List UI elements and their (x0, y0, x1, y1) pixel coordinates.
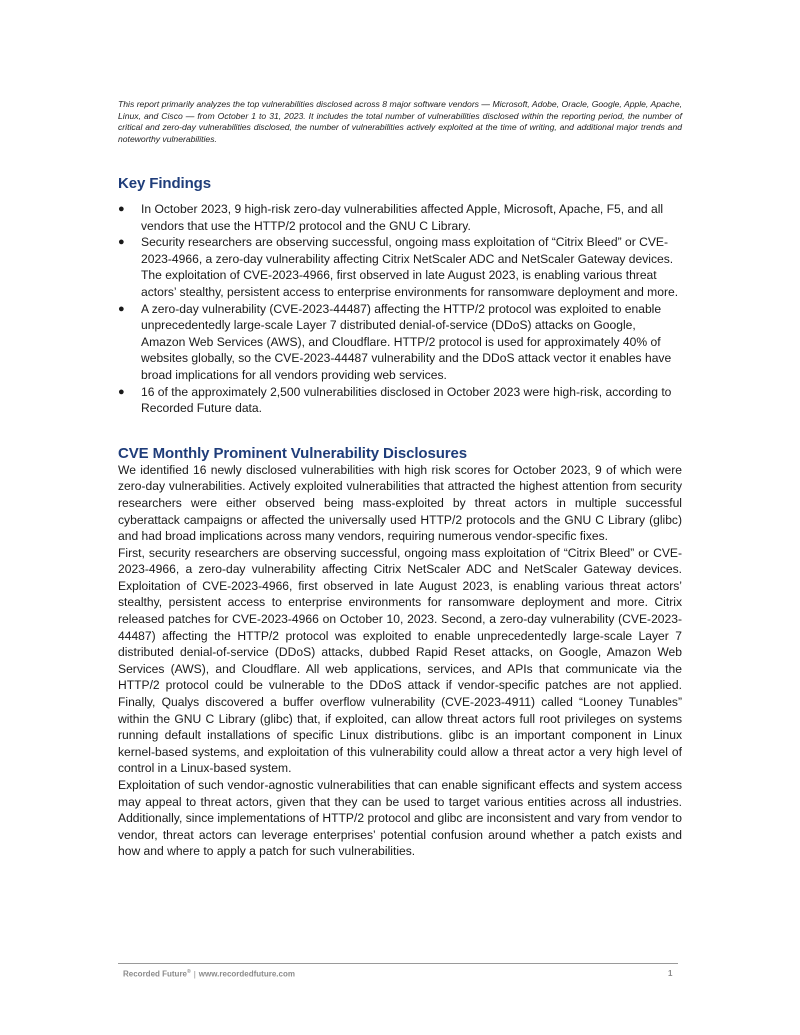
list-item (118, 384, 682, 417)
list-item (118, 201, 682, 234)
footer-brand-name: Recorded Future (123, 969, 188, 979)
cve-paragraph-3: Exploitation of such vendor-agnostic vulnerabilities that can enable significant effects and system access may appeal to threat actors, given that they can be used to target various entities across all industries. Additionally, since implementations of HTTP/2 protocol and glibc are inconsistent and vary from vendor to vendor, threat actors can leverage enterprises’ potential confusion around whether a patch exists and how and where to apply a patch for such vulnerabilities. (118, 778, 682, 859)
intro-paragraph: This report primarily analyzes the top vulnerabilities disclosed across 8 major software vendors — Microsoft, Adobe, Oracle, Google, Apple, Apache, Linux, and Cisco — from October 1 to 31, 2023. It includes the total number of vulnerabilities disclosed within the reporting period, the number of critical and zero-day vulnerabilities disclosed, the number of vulnerabilities actively exploited at the time of writing, and additional major trends and noteworthy vulnerabilities. (118, 99, 682, 144)
report-page (118, 99, 682, 860)
page-number: 1 (668, 969, 673, 978)
cve-section-heading: CVE Monthly Prominent Vulnerability Disclosures (118, 444, 467, 462)
bullet-icon: ● (118, 385, 125, 398)
footer-divider (118, 963, 678, 964)
cve-paragraph-2: First, security researchers are observing successful, ongoing mass exploitation of “Citrix Bleed” or CVE-2023-4966, a zero-day vulnerability affecting Citrix NetScaler ADC and NetScaler Gateway devices. Exploitation of CVE-2023-4966, first observed in late August 2023, is enabling various threat actors’ stealthy, persistent access to enterprise environments for ransomware deployment and more. Citrix released patches for CVE-2023-4966 on October 10, 2023. Second, a zero-day vulnerability (CVE-2023-44487) affecting the HTTP/2 protocol was exploited to enable unprecedentedly large-scale Layer 7 distributed denial-of-service (DDoS) attacks, dubbed Rapid Reset attacks, on Google, Amazon Web Services (AWS), and Cloudflare. All web applications, services, and APIs that communicate via the HTTP/2 protocol could be vulnerable to the DDoS attack if vendor-specific patches are not applied. Finally, Qualys discovered a buffer overflow vulnerability (CVE-2023-4911) called “Looney Tunables” within the GNU C Library (glibc) that, if exploited, can allow threat actors full root privileges on systems running default installations of specific Linux distributions. glibc is an important component in Linux kernel-based systems, and exploitation of this vulnerability could allow a threat actor a very high level of control in a Linux-based system. (118, 545, 682, 776)
bullet-icon: ● (118, 203, 125, 215)
bullet-icon: ● (118, 302, 125, 315)
bullet-icon: ● (118, 236, 125, 249)
finding-text: A zero-day vulnerability (CVE-2023-44487) affecting the HTTP/2 protocol was exploited to enable unprecedentedly large-scale Layer 7 distributed denial-of-service (DDoS) attacks on Google, Amazon Web Services (AWS), and Cloudflare. HTTP/2 protocol is used for approximately 40% of websites globally, so the CVE-2023-44487 vulnerability and the DDoS attack vector it enables have broad implications for all vendors providing web services. (141, 301, 672, 382)
finding-text: Security researchers are observing successful, ongoing mass exploitation of “Citrix Bleed” or CVE-2023-4966, a zero-day vulnerability affecting Citrix NetScaler ADC and NetScaler Gateway devices. The exploitation of CVE-2023-4966, first observed in late August 2023, is enabling various threat actors’ stealthy, persistent access to enterprise environments for ransomware deployment and more. (141, 235, 679, 299)
list-item (118, 234, 682, 300)
key-findings-list (118, 201, 682, 417)
finding-text: 16 of the approximately 2,500 vulnerabilities disclosed in October 2023 were high-risk, according to Recorded Future data. (141, 384, 672, 416)
footer-url-link[interactable]: www.recordedfuture.com (198, 969, 295, 979)
cve-paragraph-1: We identified 16 newly disclosed vulnerabilities with high risk scores for October 2023, 9 of which were zero-day vulnerabilities. Actively exploited vulnerabilities that attracted the highest attention from security researchers were either observed being mass-exploited by threat actors in multiple successful cyberattack campaigns or affected the universally used HTTP/2 protocols and the GNU C Library (glibc) and had broad implications across many vendors, requiring numerous vendor-specific fixes. (118, 462, 682, 544)
footer-separator: | (193, 969, 196, 979)
footer-brand (123, 969, 295, 979)
key-findings-heading: Key Findings (118, 175, 211, 192)
trademark-mark: ® (187, 969, 191, 975)
finding-text: In October 2023, 9 high-risk zero-day vulnerabilities affected Apple, Microsoft, Apache, F5, and all vendors that use the HTTP/2 protocol and the GNU C Library. (141, 202, 664, 233)
list-item (118, 301, 682, 384)
